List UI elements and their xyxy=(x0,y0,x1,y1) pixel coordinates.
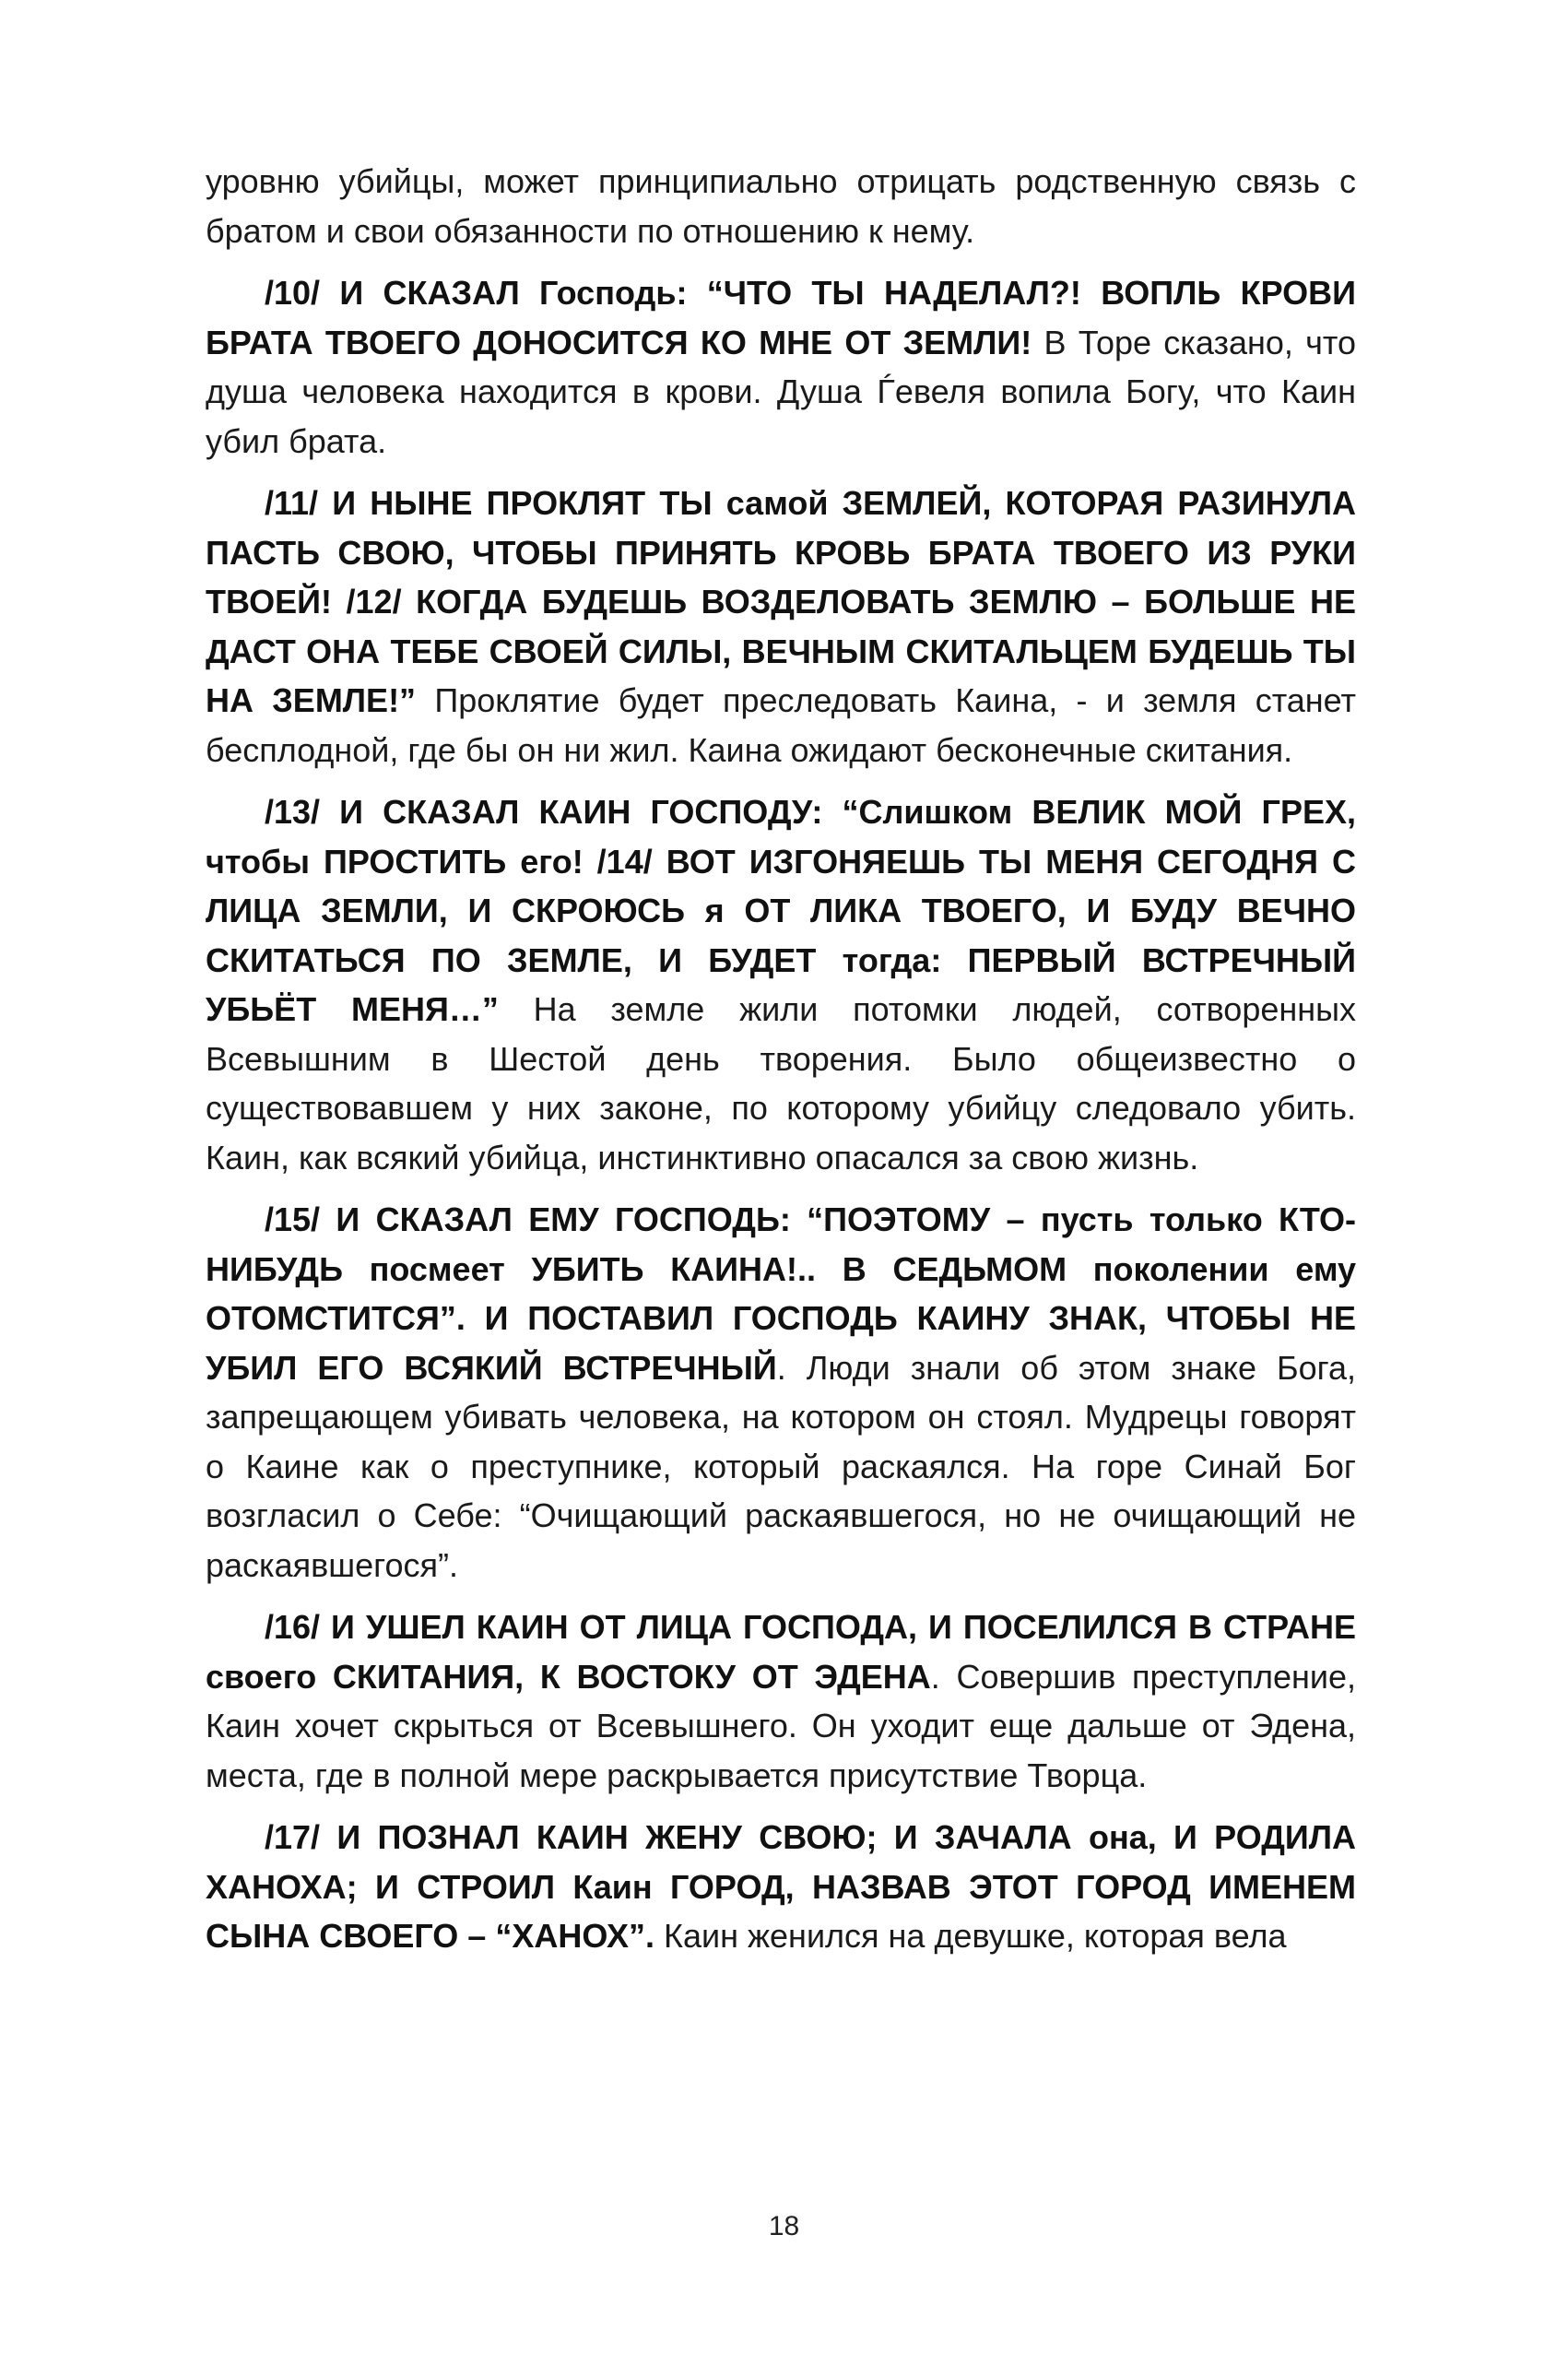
commentary-text: На земле жили потомки людей, сотворенных Всевышним в Шестой день творения. Было общеизвестно о существовавшем у них законе, по которому убийцу следовало убить. Каин, как всякий убийца, инстинктивно опасался за свою жизнь. xyxy=(206,990,1357,1176)
verse-text: /16/ И УШЕЛ КАИН ОТ ЛИЦА ГОСПОДА, И ПОСЕЛИЛСЯ В СТРАНЕ своего СКИТАНИЯ, К ВОСТОКУ ОТ ЭДЕНА xyxy=(206,1608,1356,1696)
paragraph-p-verse-10 xyxy=(206,268,1356,466)
paragraph-p-verse-11-12 xyxy=(206,479,1356,774)
paragraph-list xyxy=(206,157,1356,1961)
commentary-text: В Торе сказано, что душа человека находится в крови. Душа Ѓевеля вопила Богу, что Каин убил брата. xyxy=(206,323,1356,460)
commentary-text: . Люди знали об этом знаке Бога, запрещающем убивать человека, на котором он стоял. Мудрецы говорят о Каине как о преступнике, который раскаялся. На горе Синай Бог возгласил о Себе: “Очищающий раскаявшегося, но не очищающий не раскаявшегося”. xyxy=(206,1348,1357,1584)
paragraph-p-verse-16 xyxy=(206,1602,1356,1800)
verse-text: /10/ И СКАЗАЛ Господь: “ЧТО ТЫ НАДЕЛАЛ?! ВОПЛЬ КРОВИ БРАТА ТВОЕГО ДОНОСИТСЯ КО МНЕ ОТ ЗЕМЛИ! xyxy=(206,274,1356,361)
commentary-text: Каин женился на девушке, которая вела xyxy=(654,1917,1287,1955)
commentary-text: уровню убийцы, может принципиально отрицать родственную связь с братом и свои обязанности по отношению к нему. xyxy=(206,162,1356,250)
commentary-text: . Совершив преступление, Каин хочет скрыться от Всевышнего. Он уходит еще дальше от Эдена, места, где в полной мере раскрывается присутствие Творца. xyxy=(206,1657,1356,1794)
verse-text: /17/ И ПОЗНАЛ КАИН ЖЕНУ СВОЮ; И ЗАЧАЛА она, И РОДИЛА ХАНОХА; И СТРОИЛ Каин ГОРОД, НАЗВАВ ЭТОТ ГОРОД ИМЕНЕМ СЫНА СВОЕГО – “ХАНОХ”. xyxy=(206,1818,1356,1955)
commentary-text: Проклятие будет преследовать Каина, - и земля станет бесплодной, где бы он ни жил. Каина ожидают бесконечные скитания. xyxy=(206,681,1356,769)
paragraph-p-verse-13-14 xyxy=(206,787,1356,1182)
page-body xyxy=(206,157,1356,1974)
verse-text: /11/ И НЫНЕ ПРОКЛЯТ ТЫ самой ЗЕМЛЕЙ, КОТОРАЯ РАЗИНУЛА ПАСТЬ СВОЮ, ЧТОБЫ ПРИНЯТЬ КРОВЬ БРАТА ТВОЕГО ИЗ РУКИ ТВОЕЙ! /12/ КОГДА БУДЕШЬ ВОЗДЕЛОВАТЬ ЗЕМЛЮ – БОЛЬШЕ НЕ ДАСТ ОНА ТЕБЕ СВОЕЙ СИЛЫ, ВЕЧНЫМ СКИТАЛЬЦЕМ БУДЕШЬ ТЫ НА ЗЕМЛЕ!” xyxy=(206,484,1356,719)
paragraph-p-verse-15 xyxy=(206,1195,1356,1590)
paragraph-p-verse-17 xyxy=(206,1813,1356,1961)
verse-text: /15/ И СКАЗАЛ ЕМУ ГОСПОДЬ: “ПОЭТОМУ – пусть только КТО-НИБУДЬ посмеет УБИТЬ КАИНА!.. В СЕДЬМОМ поколении ему ОТОМСТИТСЯ”. И ПОСТАВИЛ ГОСПОДЬ КАИНУ ЗНАК, ЧТОБЫ НЕ УБИЛ ЕГО ВСЯКИЙ ВСТРЕЧНЫЙ xyxy=(206,1200,1356,1387)
page-number: 18 xyxy=(768,2211,800,2241)
verse-text: /13/ И СКАЗАЛ КАИН ГОСПОДУ: “Слишком ВЕЛИК МОЙ ГРЕХ, чтобы ПРОСТИТЬ его! /14/ ВОТ ИЗГОНЯЕШЬ ТЫ МЕНЯ СЕГОДНЯ С ЛИЦА ЗЕМЛИ, И СКРОЮСЬ я ОТ ЛИКА ТВОЕГО, И БУДУ ВЕЧНО СКИТАТЬСЯ ПО ЗЕМЛЕ, И БУДЕТ тогда: ПЕРВЫЙ ВСТРЕЧНЫЙ УБЬЁТ МЕНЯ…” xyxy=(206,793,1356,1028)
paragraph-p-intro xyxy=(206,157,1356,255)
